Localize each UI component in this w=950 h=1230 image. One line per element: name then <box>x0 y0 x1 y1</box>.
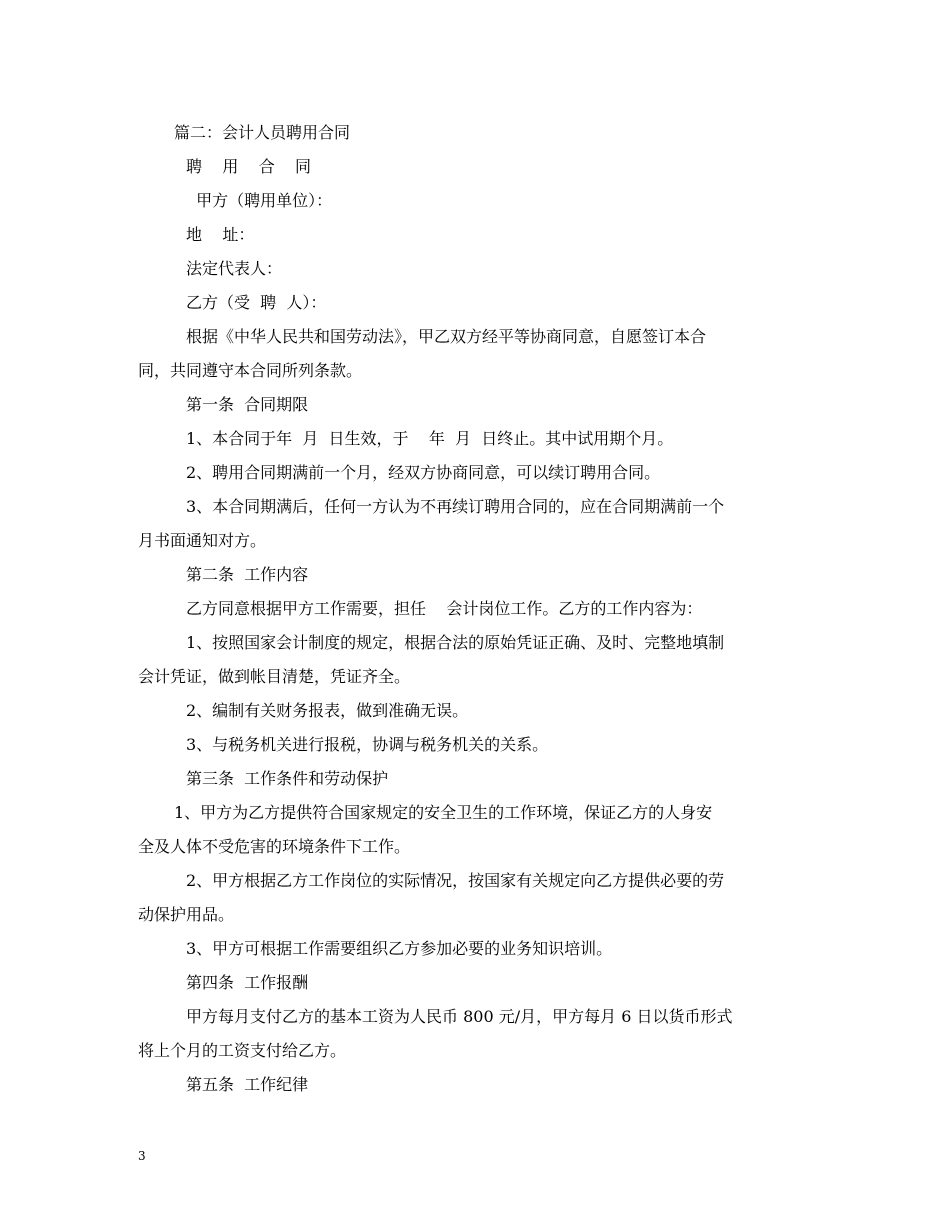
article-2-item-1-line-2: 会计凭证，做到帐目清楚，凭证齐全。 <box>138 667 411 686</box>
article-3-heading: 第三条 工作条件和劳动保护 <box>186 769 389 788</box>
article-4-body-line-2: 将上个月的工资支付给乙方。 <box>138 1041 347 1060</box>
article-4-body-line-1: 甲方每月支付乙方的基本工资为人民币 800 元/月，甲方每月 6 日以货币形式 <box>186 1007 733 1026</box>
article-1-item-3-line-2: 月书面通知对方。 <box>138 531 267 550</box>
article-2-heading: 第二条 工作内容 <box>186 565 309 584</box>
party-a-label: 甲方（聘用单位）： <box>186 191 333 210</box>
legal-representative-label: 法定代表人： <box>186 259 283 278</box>
article-1-item-3-line-1: 3、本合同期满后，任何一方认为不再续订聘用合同的，应在合同期满前一个 <box>186 497 725 516</box>
document-body <box>138 116 818 1102</box>
party-b-label: 乙方（受 聘 人）： <box>186 293 327 312</box>
article-1-heading: 第一条 合同期限 <box>186 395 309 414</box>
article-4-heading: 第四条 工作报酬 <box>186 973 309 992</box>
article-2-intro: 乙方同意根据甲方工作需要，担任 会计岗位工作。乙方的工作内容为： <box>186 599 703 618</box>
article-5-heading: 第五条 工作纪律 <box>186 1075 309 1094</box>
article-3-item-3: 3、甲方可根据工作需要组织乙方参加必要的业务知识培训。 <box>186 939 613 958</box>
article-2-item-3: 3、与税务机关进行报税，协调与税务机关的关系。 <box>186 735 549 754</box>
article-3-item-2-line-1: 2、甲方根据乙方工作岗位的实际情况，按国家有关规定向乙方提供必要的劳 <box>186 871 725 890</box>
article-3-item-2-line-2: 动保护用品。 <box>138 905 235 924</box>
section-title: 篇二：会计人员聘用合同 <box>174 123 351 142</box>
article-1-item-1: 1、本合同于年 月 日生效，于 年 月 日终止。其中试用期个月。 <box>186 429 674 448</box>
article-3-item-1-line-2: 全及人体不受危害的环境条件下工作。 <box>138 837 411 856</box>
page-number: 3 <box>138 1149 146 1163</box>
article-2-item-2: 2、编制有关财务报表，做到准确无误。 <box>186 701 469 720</box>
article-1-item-2: 2、聘用合同期满前一个月，经双方协商同意，可以续订聘用合同。 <box>186 463 661 482</box>
article-3-item-1-line-1: 1、甲方为乙方提供符合国家规定的安全卫生的工作环境，保证乙方的人身安 <box>174 803 713 822</box>
article-2-item-1-line-1: 1、按照国家会计制度的规定，根据合法的原始凭证正确、及时、完整地填制 <box>186 633 725 652</box>
preamble-line-2: 同，共同遵守本合同所列条款。 <box>138 361 363 380</box>
contract-heading: 聘 用 合 同 <box>186 157 312 176</box>
preamble-line-1: 根据《中华人民共和国劳动法》，甲乙双方经平等协商同意，自愿签订本合 <box>186 327 707 346</box>
address-label: 地 址： <box>186 225 255 244</box>
